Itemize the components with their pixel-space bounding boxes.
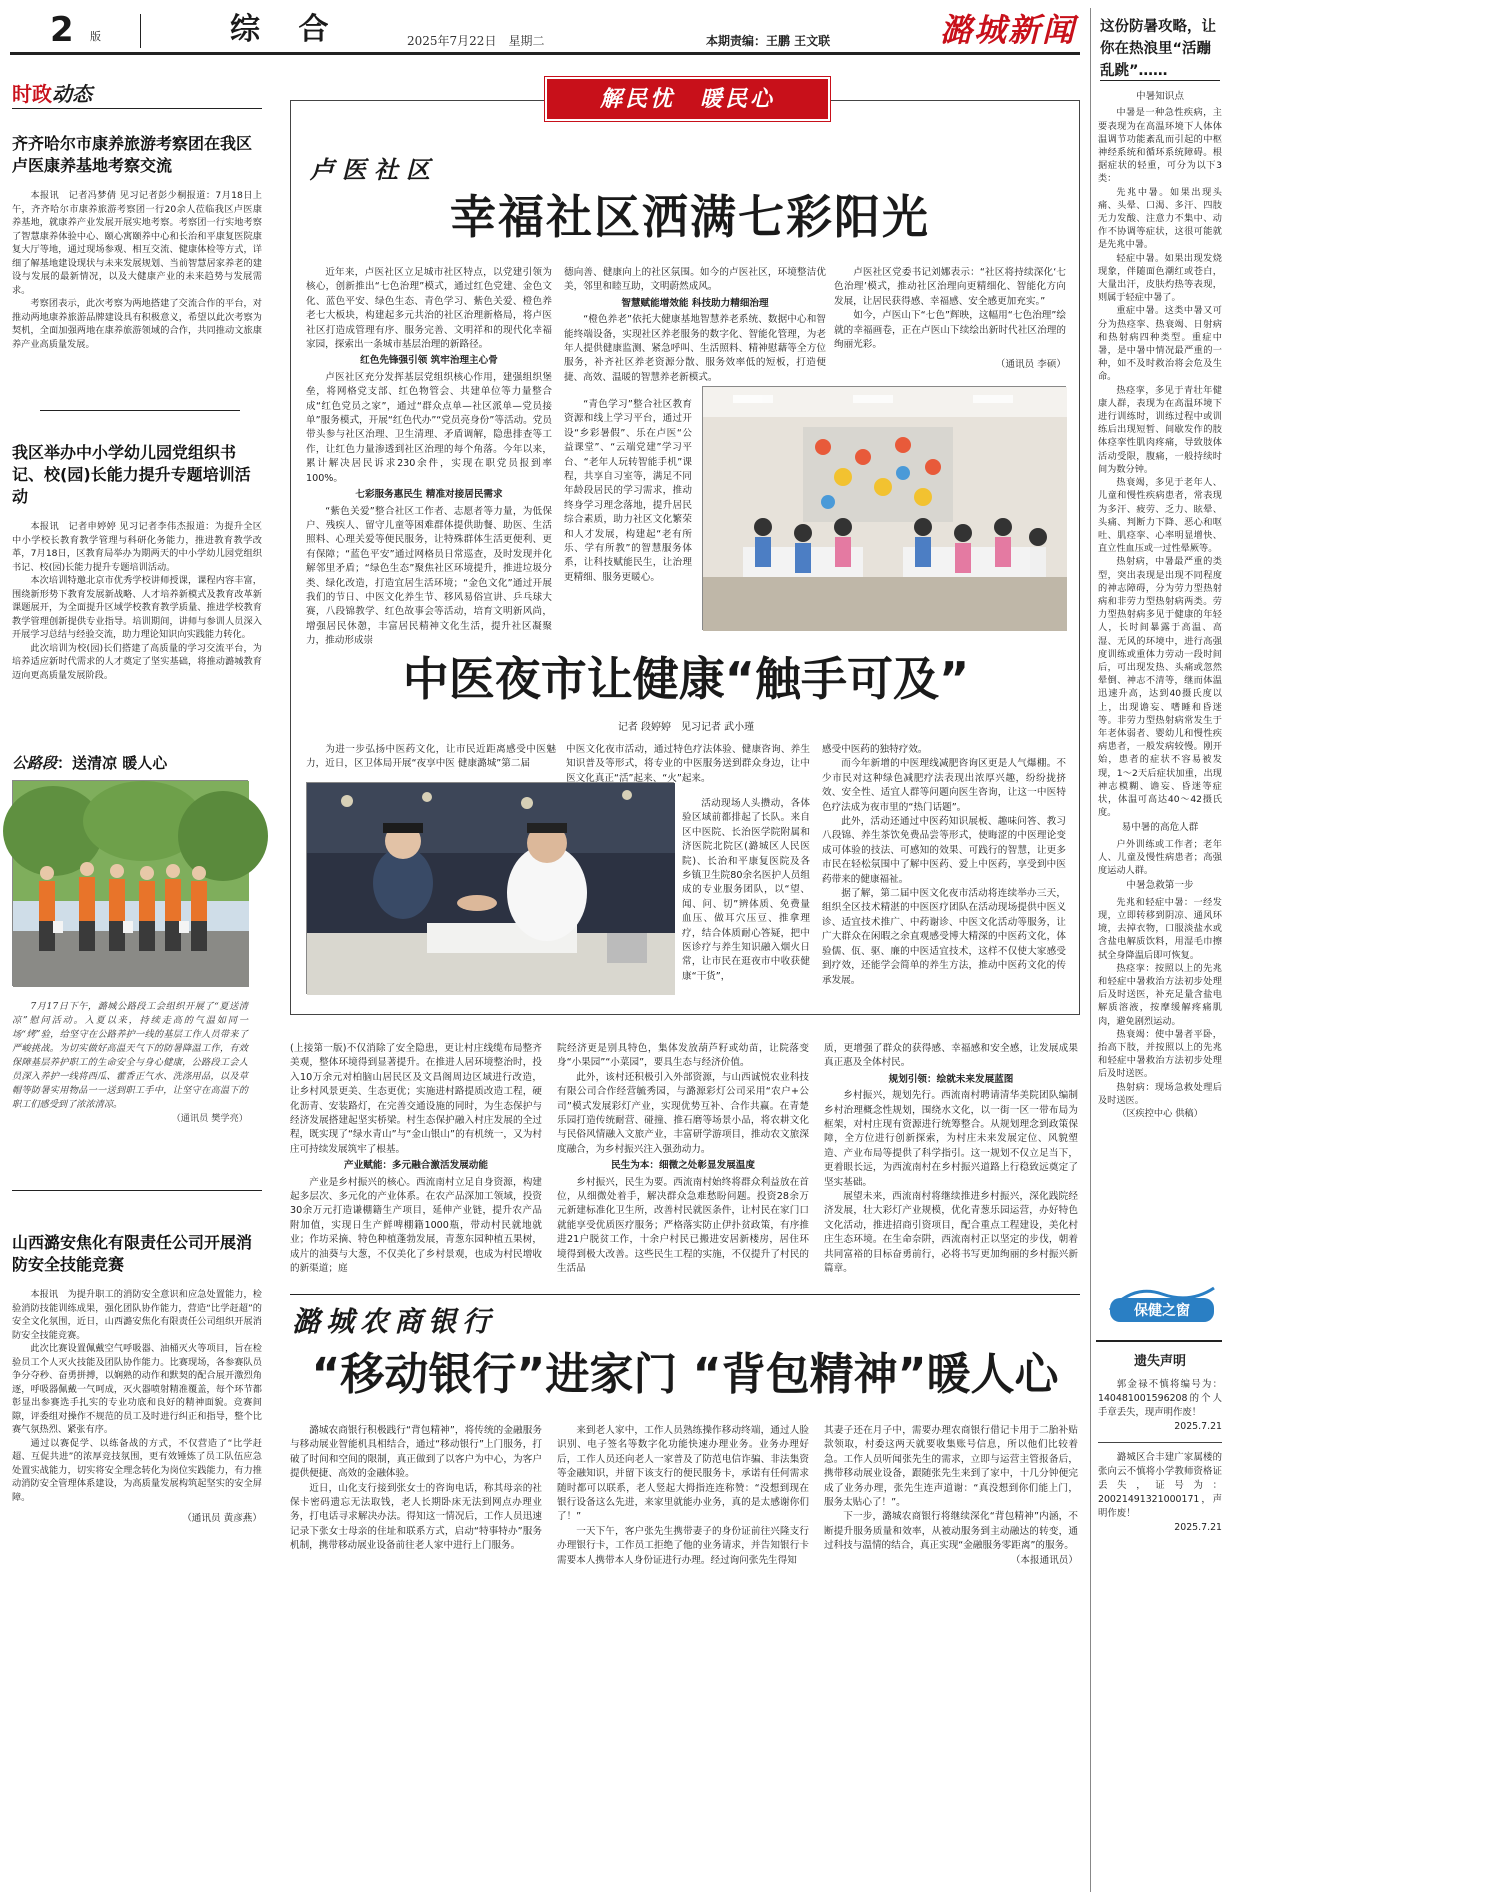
paragraph: 本报讯 为提升职工的消防安全意识和应急处置能力，检验消防技能训练成果，强化团队协作能力，营造“比学赶超”的安全文化氛围，近日，山西潞安焦化有限责任公司组织开展消防安全技能竞赛。 [12,1289,262,1341]
paragraph: 重症中暑。这类中暑又可分为热痉挛、热衰竭、日射病和热射病四种类型。重症中暑，是中暑中情况最严重的一种，如不及时救治将会危及生命。 [1098,305,1222,383]
subhead: 民生为本：细微之处彰显发展温度 [611,1160,755,1172]
headline-rest: ：送清凉 暖人心 [57,754,168,772]
tcm-column-2 [566,743,810,783]
paragraph: 先兆和轻症中暑：一经发现，立即转移到阴凉、通风环境，去掉衣物，口服淡盐水或含盐电解质饮料，用湿毛巾擦拭全身降温后即可恢复。 [1098,896,1222,961]
paragraph: 此外，活动还通过中医药知识展板、趣味问答、教习八段锦、养生茶饮免费品尝等形式，使晦涩的中医理论变成可体验的技法、可感知的效果、可践行的智慧，让更多市民在轻松氛围中了解中医药、爱上中医药，享受到中医药带来的健康福祉。 [822,816,1066,885]
luyi-column-2-top [564,266,826,396]
credit: （通讯员 黄彦燕） [182,1513,262,1524]
paragraph: 通过以赛促学、以练备战的方式，不仅营造了“比学赶超、互促共进”的浓厚竞技氛围，更有效锤炼了员工队伍应急处置实战能力，切实将安全理念转化为岗位实践能力，有力推动消防安全管理体系建设，为高质量发展构筑起坚实的安全屏障。 [12,1437,262,1503]
masthead [10,8,1080,56]
body [12,1288,262,1504]
paragraph: 潞城农商银行积极践行“背包精神”，将传统的金融服务与移动展业智能机具相结合，通过“移动银行”上门服务，打破了时间和空间的限制，真正做到了以客户为中心，为客户提供便捷、高效的金融体验。 [290,1425,542,1480]
caption-text: 7月17日下午，潞城公路段工会组织开展了“夏送清凉”慰问活动。入夏以来，持续走高的气温如同一场“烤”验，给坚守在公路养护一线的基层工作人员带来了严峻挑战。为切实做好高温天气下的防暑降温工作，有效保障基层养护职工的生命安全与身心健康，公路段工会人员深入养护一线将西瓜、藿香正气水、洗涤用品，以及草帽等防暑实用物品一一送到职工手中，让坚守在高温下的职工们感受到了浓浓清凉。 [12,1001,248,1110]
section-name: 综 合 [230,12,343,47]
continued-column-1 [290,1042,542,1292]
paragraph: 院经济更是别具特色，集体发放葫芦籽或幼苗，让院落变身“小果园”“小菜园”，要具生态与经济价值。 [557,1043,809,1069]
paragraph: “紫色关爱”整合社区工作者、志愿者等力量，为低保户、残疾人、留守儿童等困难群体提供助餐、助医、生活照料、心理关爱等便民服务，让特殊群体生活更便利、更有保障；“蓝色平安”通过网格员日常巡查，及时发现并化解邻里矛盾；“绿色生态”聚焦社区环境提升，推进垃圾分类、绿化改造，打造宜居生活环境；“金色文化”通过开展我们的节日、中医文化养生节、移风易俗宣讲、乒乓球大赛，八段锦教学、红色故事会等活动，培育文明新风尚，增强居民休憩，丰富居民精神文化生活，提升社区凝聚力，推动形成崇 [306,505,552,647]
photo-illustration [703,387,1067,631]
tcm-consultation-photo [306,782,674,994]
subhead: 规划引领：绘就未来发展蓝图 [888,1073,1014,1085]
paragraph: 考察团表示，此次考察为两地搭建了交流合作的平台，对推动两地康养旅游品牌建设具有积极意义，希望以此次考察为契机，全面加强两地在康养旅游领域的合作，共同推动文旅康养产业高质量发展。 [12,298,262,350]
paragraph: 德向善、健康向上的社区氛围。如今的卢医社区，环境整洁优美，邻里和睦互助，文明蔚然成风。 [564,267,826,293]
divider [1100,80,1220,81]
photo-illustration [307,783,675,995]
headline-tcm: 中医夜市让健康“触手可及” [402,652,970,706]
headline: 我区举办中小学幼儿园党组织书记、校(园)长能力提升专题培训活动 [12,443,251,506]
subhead: 中暑急救第一步 [1126,880,1194,892]
bank-column-1 [290,1424,542,1894]
paragraph: 此外，该村还积极引入外部资源，与山西诚悦农业科技有限公司合作经营毓秀园，与潞源彩灯公司采用“农户+公司”模式发展彩灯产业，实现优势互补、合作共赢。在青楚乐园打造传统耐营、碰撞、推石磨等场景小品，将农耕文化与民俗风情融入文旅产业，丰富研学游项目，推动农文旅深度融合，为乡村振兴注入强劲动力。 [557,1071,809,1155]
headline-bank: “移动银行”进家门 “背包精神”暖人心 [311,1349,1059,1400]
photo-illustration [13,781,249,987]
paragraph: 来到老人家中，工作人员熟练操作移动终端，通过人脸识别、电子签名等数字化功能快速办理业务。业务办理好后，工作人员还向老人一家普及了防范电信诈骗、非法集资等金融知识，并留下该支行的便民服务卡，承诺有任何需求随时都可以联系，老人竖起大拇指连连称赞：“没想到现在银行设备这么先进，来家里就能办业务，真的是太感谢你们了！” [557,1425,809,1523]
headline-luyi: 幸福社区洒满七彩阳光 [450,190,930,244]
continued-column-3 [824,1042,1078,1292]
paragraph: 下一步，潞城农商银行将继续深化“背包精神”内涵，不断提升服务质量和效率，从被动服务到主动融达的转变，通过科技与温情的结合，真正实现“金融服务零距离”的服务。 [824,1511,1078,1552]
paragraph: 户外训练或工作者；老年人、儿童及慢性病患者；高强度运动人群。 [1098,838,1222,877]
paragraph: 质，更增强了群众的获得感、幸福感和安全感，让发展成果真正惠及全体村民。 [824,1043,1078,1069]
continued-column-2 [557,1042,809,1292]
kicker-luyi: 卢医社区 [310,155,438,184]
column-header-italic: 动态 [52,82,92,106]
paragraph: 近日，山化支行接到张女士的咨询电话，称其母亲的社保卡密码遗忘无法取钱，老人长期卧床无法到网点办理业务，打电话寻求解决办法。得知这一情况后，工作人员迅速记录下张女士母亲的住址和联系方式，启动“特事特办”服务机制，携带移动展业设备前往老人家中进行上门服务。 [290,1482,542,1552]
article-kangyang [12,133,262,378]
paragraph: 此次培训为校(园)长们搭建了高质量的学习交流平台，为培养适应新时代需求的人才奠定了坚实基础，将推动潞城教育迈向更高质量发展阶段。 [12,642,262,681]
logo-text: 保健之窗 [1134,1303,1190,1319]
paragraph: 热衰竭，多见于老年人、儿童和慢性疾病患者，常表现为多汗、疲劳、乏力、眩晕、头痛、判断力下降、恶心和呕吐、肌痉挛、心率明显增快、直立性血压或一过性晕厥等。 [1098,477,1222,555]
article-training [12,442,262,722]
caption-credit: （通讯员 樊学亮） [171,1113,248,1124]
issue-date: 2025年7月22日 星期二 [407,34,545,48]
paper-logo: 潞城新闻 [940,11,1077,49]
paragraph: 热射病，中暑最严重的类型，突出表现是出现不同程度的神志障碍，分为劳力型热射病和非劳力型热射病两类。劳力型热射病多见于健康的年轻人，长时间暴露于高温、高湿、无风的环境中，进行高强度训练或重体力劳动一段时间后，可出现发热、头痛或忽然晕倒、神志不清等，继而体温迅速升高，达到40摄氏度以上，出现谵妄、嗜睡和昏迷等。非劳力型热射病常发生于年老体弱者、婴幼儿和慢性疾病患者，一般发病较慢。刚开始，患者的症状不容易被发现，1～2天后症状加重，出现神志模糊、谵妄、昏迷等症状，体温可高达40～42摄氏度。 [1098,556,1222,819]
photo-news-highway [12,752,262,774]
paragraph: 卢医社区党委书记刘娜表示：“社区将持续深化‘七色治理’模式，推动社区治理向更精细化、智能化方向发展，让居民获得感、幸福感、安全感更加充实。” [834,267,1066,307]
right-column-vline [1090,8,1091,1892]
column-header-rule [12,108,262,109]
paragraph: 本报讯 记者冯梦倩 见习记者彭少桐报道：7月18日上午，齐齐哈尔市康养旅游考察团一行20余人莅临我区卢医康养基地，就康养产业发展开展实地考察。考察团一行实地考察了智慧康养体验中心、颐心寓颐养中心和长治和平康复医院康复大厅等地，通过现场参观、相互交流、健康体检等方式，详细了解基地建设现状与未来发展规划、当前智慧居家养老的建设与发展的最新情况，以及大健康产业的未来趋势与发展需求。 [12,190,262,296]
paragraph: (上接第一版)不仅消除了安全隐患，更让村庄线缆布局整齐美观，整体环境得到显著提升。在推进人居环境整治时，投入10万余元对柏脑山居民区及文昌阁周边区域进行改造，让乡村风景更美、生态更优；实施进村路提质改造工程，硬化沥青、安装路灯，在完善交通设施的同时，为生态保护与经济发展搭建起坚实桥梁。村生态保护融入村庄发展的全过程，既实现了“绿水青山”与“金山银山”的有机统一，又为村庄可持续发展筑牢了根基。 [290,1043,542,1155]
photo-caption [12,1000,248,1170]
paragraph: 其妻子还在月子中，需要办理农商银行借记卡用于二胎补贴款领取，村委这两天就要收集账号信息，所以他们比较着急。工作人员听闻张先生的需求，立即与运营主管报备后，携带移动展业设备，跟随张先生来到了家中，十几分钟便完成了业务办理，张先生连声道谢：“真没想到你们能上门，服务太贴心了！”。 [824,1425,1078,1509]
credit: （本报通讯员） [1010,1554,1078,1566]
masthead-vline [140,14,141,48]
bank-column-3 [824,1424,1078,1894]
subhead: 智慧赋能增效能 科技助力精细治理 [621,297,769,309]
credit: （区疾控中心 供稿） [1117,1108,1203,1120]
headline: 齐齐哈尔市康养旅游考察团在我区卢医康养基地考察交流 [12,134,253,175]
luyi-credit: （通讯员 李硕） [995,359,1066,370]
paragraph: 近年来，卢医社区立足城市社区特点，以党建引领为核心，创新推出“七色治理”模式，通过红色党建、金色文化、蓝色平安、绿色生态、青色学习、紫色关爱、橙色养老七大板块，构建起多元共治的社区治理新格局，将卢医社区打造成管理有序、服务完善、文明祥和的现代化幸福家园，探索出一条城市基层治理的新路径。 [306,267,552,351]
paragraph: 热衰竭：使中暑者平卧，抬高下肢，并按照以上的先兆和轻症中暑救治方法初步处理后及时送医。 [1098,1028,1222,1080]
luyi-column-2-bottom [564,398,692,630]
highway-workers-photo [12,780,248,986]
masthead-rule [10,52,1080,55]
column-header [12,78,262,104]
notice-date: 2025.7.21 [1174,1421,1222,1432]
divider [12,1190,262,1191]
notice-text: 潞城区合丰建广家属楼的张向云不慎将小学教师资格证丢失，证号为：20021491321000171，声明作废！ [1098,1452,1222,1519]
paragraph: 轻症中暑。如果出现发烧现象，伴随面色潮红或苍白，大量出汗，皮肤灼热等表现，则属于轻症中暑了。 [1098,252,1222,304]
paragraph: 中暑是一种急性疾病，主要表现为在高温环境下人体体温调节功能紊乱而引起的中枢神经系统和循环系统障碍。根据症状的轻重，可分为以下3类： [1098,107,1222,185]
paragraph: 热痉挛，多见于青壮年健康人群，表现为在高温环境下进行训练时，训练过程中或训练后出现短暂、间歇发作的肢体痉挛性肌肉疼痛，导致肢体活动受限，腹痛，一般持续时间为数分钟。 [1098,384,1222,475]
health-tips [1098,88,1222,1306]
headline-bold: 公路段 [12,754,58,772]
page-number-suffix: 版 [90,30,101,43]
paragraph: 先兆中暑。如果出现头痛、头晕、口渴、多汗、四肢无力发酸、注意力不集中、动作不协调等症状，这很可能就是先兆中暑。 [1098,186,1222,251]
tcm-column-3 [822,743,1066,1005]
byline-tcm: 记者 段婷婷 见习记者 武小瑾 [617,722,755,733]
notice-text: 郭金禄不慎将编号为：140481001596208的个人手章丢失，现声明作废！ [1098,1379,1222,1418]
headline: 山西潞安焦化有限责任公司开展消防安全技能竞赛 [12,1233,253,1274]
subhead: 中暑知识点 [1136,91,1184,102]
paragraph: 感受中医药的独特疗效。 [822,744,928,755]
paragraph: 展望未来，西流南村将继续推进乡村振兴，深化践院经济发展，壮大彩灯产业规模，优化青葱乐园运营，办好特色文化活动，推进招商引资项目，配合重点工程建设，美化村庄生态环境。在生命奈阱，西流南村正以坚定的步伐，朝着共同富裕的目标奋勇前行，必将书写更加绚丽的乡村振兴新篇章。 [824,1191,1078,1275]
feature-banner [545,77,830,121]
banner-text: 解民忧 暖民心 [599,86,775,112]
subhead: 易中暑的高危人群 [1121,822,1199,834]
body [12,189,262,351]
notice-title: 遗失声明 [1133,1354,1186,1369]
paragraph: 此次比赛设置佩戴空气呼吸器、油桶灭火等项目，旨在检验员工个人灭火技能及团队协作能力。比赛现场，各参赛队员争分夺秒、奋勇拼搏，以娴熟的动作和默契的配合展开激烈角逐，呼吸器佩戴一气呵成，灭火器喷射精准覆盖，每个环节都彰显出参赛选手扎实的专业功底和良好的精神面貌。竞赛间隙，评委组对操作不规范的员工及时进行纠正和指导，整个比赛气氛热烈、紧张有序。 [12,1343,262,1435]
kicker-bank: 潞城农商银行 [292,1305,497,1338]
tcm-column-2-lower [682,797,810,1002]
paragraph: 产业是乡村振兴的核心。西流南村立足自身资源，构建起多层次、多元化的产业体系。在农产品深加工领域，投资30余万元打造谦棚籍生产项目，延伸产业链，提升农产品附加值，实现日生产鲜啤棚籍1000瓶，带动村民就地就业；作坊采摘、特色种植蓬勃发展，青葱东园种植五果树，成片的油葵与大葱，不仅美化了乡村景观，也成为村民增收的新渠道；庭 [290,1176,542,1275]
paragraph: 活动现场人头攒动，各体验区域前都排起了长队。来自区中医院、长治医学院附属和济医院北院区(潞城区人民医院)、长治和平康复医院及各乡镇卫生院80余名医护人员组成的专业服务团队，以“望、闻、问、切”辨体质、免费量血压、做耳穴压豆、推拿理疗，结合体质耐心答疑，把中医诊疗与养生知识融入烟火日常，让市民在逛夜市中收获健康“干货”， [682,798,810,982]
paragraph: 如今，卢医山下“七色”辉映，这幅用“七色治理”绘就的幸福画卷，正在卢医山下续绘出新时代社区治理的绚丽光彩。 [834,310,1066,351]
children-class-photo [702,386,1066,630]
paragraph: “青色学习”整合社区教育资源和线上学习平台，通过开设“乡彩暑假”、乐在卢医“公益课堂”、“云端党建”学习平台、“老年人玩转智能手机”课程，共享自习室等，满足不同年龄段居民的学习需求，推动终身学习理念落地，提升居民综合素质，助力社区文化繁荣和人才发展，构建起“老有所乐、学有所教”的智慧服务体系，让科技赋能民生，让治理更精细、服务更暖心。 [564,399,692,583]
paragraph: 一天下午，客户张先生携带妻子的身份证前往兴隆支行办理银行卡，工作员工拒绝了他的业务请求，并告知银行卡需要本人携带本人身份证进行办理。经过询问张先生得知 [557,1525,809,1566]
notice-date: 2025.7.21 [1174,1522,1222,1533]
paragraph: 乡村振兴，规划先行。西流南村聘请清华美院团队编制乡村治理概念性规划，围绕水文化，以一街一区一带布局为框架，对村庄现有资源进行统筹整合。从规划理念到政策保障，全方位进行创新探索，为村庄未来发展定位、风貌塑造、产业布局等提供了科学指引。这一规划不仅立足当下，更着眼长远，为西流南村在乡村振兴道路上行稳致远奠定了坚实基础。 [824,1090,1078,1188]
page-number: 2 [50,10,74,50]
subhead: 红色先锋强引领 筑牢治理主心骨 [360,355,498,367]
paragraph: 中医文化夜市活动，通过特色疗法体验、健康咨询、养生知识普及等形式，将专业的中医服务送到群众身边，让中医文化真正“活”起来、“火”起来。 [566,744,810,784]
body [12,520,262,682]
column-header-red: 时政 [12,82,52,106]
tcm-column-1-intro [306,743,556,779]
editors: 本期责编：王鹏 王文联 [706,34,831,48]
subhead: 七彩服务惠民生 精准对接居民需求 [355,489,503,501]
paragraph: 本报讯 记者申婷婷 见习记者李伟杰报道：为提升全区中小学校长教育教学管理与科研化务能力，推进教育教学改革，7月18日，区教育局举办为期两天的中小学幼儿园党组织书记、校(园)长能力提升专题培训活动。 [12,521,262,573]
subhead: 产业赋能：多元融合激活发展动能 [344,1160,488,1172]
paragraph: 卢医社区充分发挥基层党组织核心作用，建强组织堡垒，将网格党支部、红色物管会、共建单位等力量整合成“红色党员之家”，通过“群众点单—社区派单—党员接单”服务模式，开展“红色代办”“党员亮身份”等活动。党员带头参与社区治理、卫生清理、矛盾调解，隐患排查等工作，让红色力量渗透到社区治理的每个角落。今年以来，累计解决居民诉求230余件，实现在职党员报到率100%。 [306,371,552,484]
luyi-column-1 [306,266,552,647]
paragraph: 本次培训特邀北京市优秀学校讲师授课，课程内容丰富，围绕新形势下教育发展新战略、人才培养新模式及教育改革新课题展开，为全面提升区域学校教育教学质量、推进学校教育教学管理创新提供专业指导。培训期间，讲师与参训人员深入开展学习总结与经验交流，助力理论知识向实践能力转化。 [12,575,262,640]
divider [40,410,240,411]
paragraph: 热射病：现场急救处理后及时送医。 [1098,1081,1222,1106]
paragraph: 而今年新增的中医理线减肥咨询区更是人气爆棚。不少市民对这种绿色减肥疗法表现出浓厚兴趣，纷纷拢挤效、安全性、适宜人群等问题向医生咨询，让这一中医特色疗法成为夜市里的“热门话题”。 [822,758,1066,813]
heat-guide-title: 这份防暑攻略，让你在热浪里“活蹦乱跳”…… [1100,19,1216,79]
paragraph: 为进一步弘扬中医药文化，让市民近距离感受中医魅力，近日，区卫体局开展“夜享中医 健康潞城”第二届 [306,744,556,770]
health-window-logo [1104,1280,1220,1326]
article-fire-safety [12,1232,262,1892]
paragraph: 据了解，第二届中医文化夜市活动将连续举办三天，组织全区技术精湛的中医医疗团队在活动现场提供中医义诊、适宜技术推广、中药谢诊、中医文化活动等服务，让广大群众在闲暇之余直观感受博大精深的中医药文化，体验儒、佤、驱、廉的中医适宜技术，这样不仅使大家感受到疗效，还能学会简单的养生方法，推动中医药文化的传承发展。 [822,888,1066,986]
bank-column-2 [557,1424,809,1894]
paragraph: 热痉挛：按照以上的先兆和轻症中暑救治方法初步处理后及时送医，补充足量含盐电解质溶液，按摩缓解疼痛肌肉，避免剧烈运动。 [1098,962,1222,1027]
lost-notices [1098,1350,1222,1890]
paragraph: “橙色养老”依托大健康基地智慧养老系统、数据中心和智能终端设备，实现社区养老服务的数字化、智能化管理，为老年人提供健康监测、紧急呼叫、生活照料、精神慰藉等全方位服务，补齐社区养老资源分散、服务效率低的短板，打造便捷、高效、温暖的智慧养老新模式。 [564,314,826,383]
paragraph: 乡村振兴，民生为要。西流南村始终将群众利益放在首位，从细微处着手，解决群众急难愁盼问题。投资28余万元新建标准化卫生所，改善村民就医条件，让村民在家门口就能享受优质医疗服务；严格落实防止伊扑贫政策，有序推进21户脱贫工作，十余户村民已搬进安居新楼房，居住环境得到极大改善。这些民生工程的实施，不仅提升了村民的生活品 [557,1176,809,1275]
divider [1096,1340,1222,1342]
divider [290,1294,1080,1295]
